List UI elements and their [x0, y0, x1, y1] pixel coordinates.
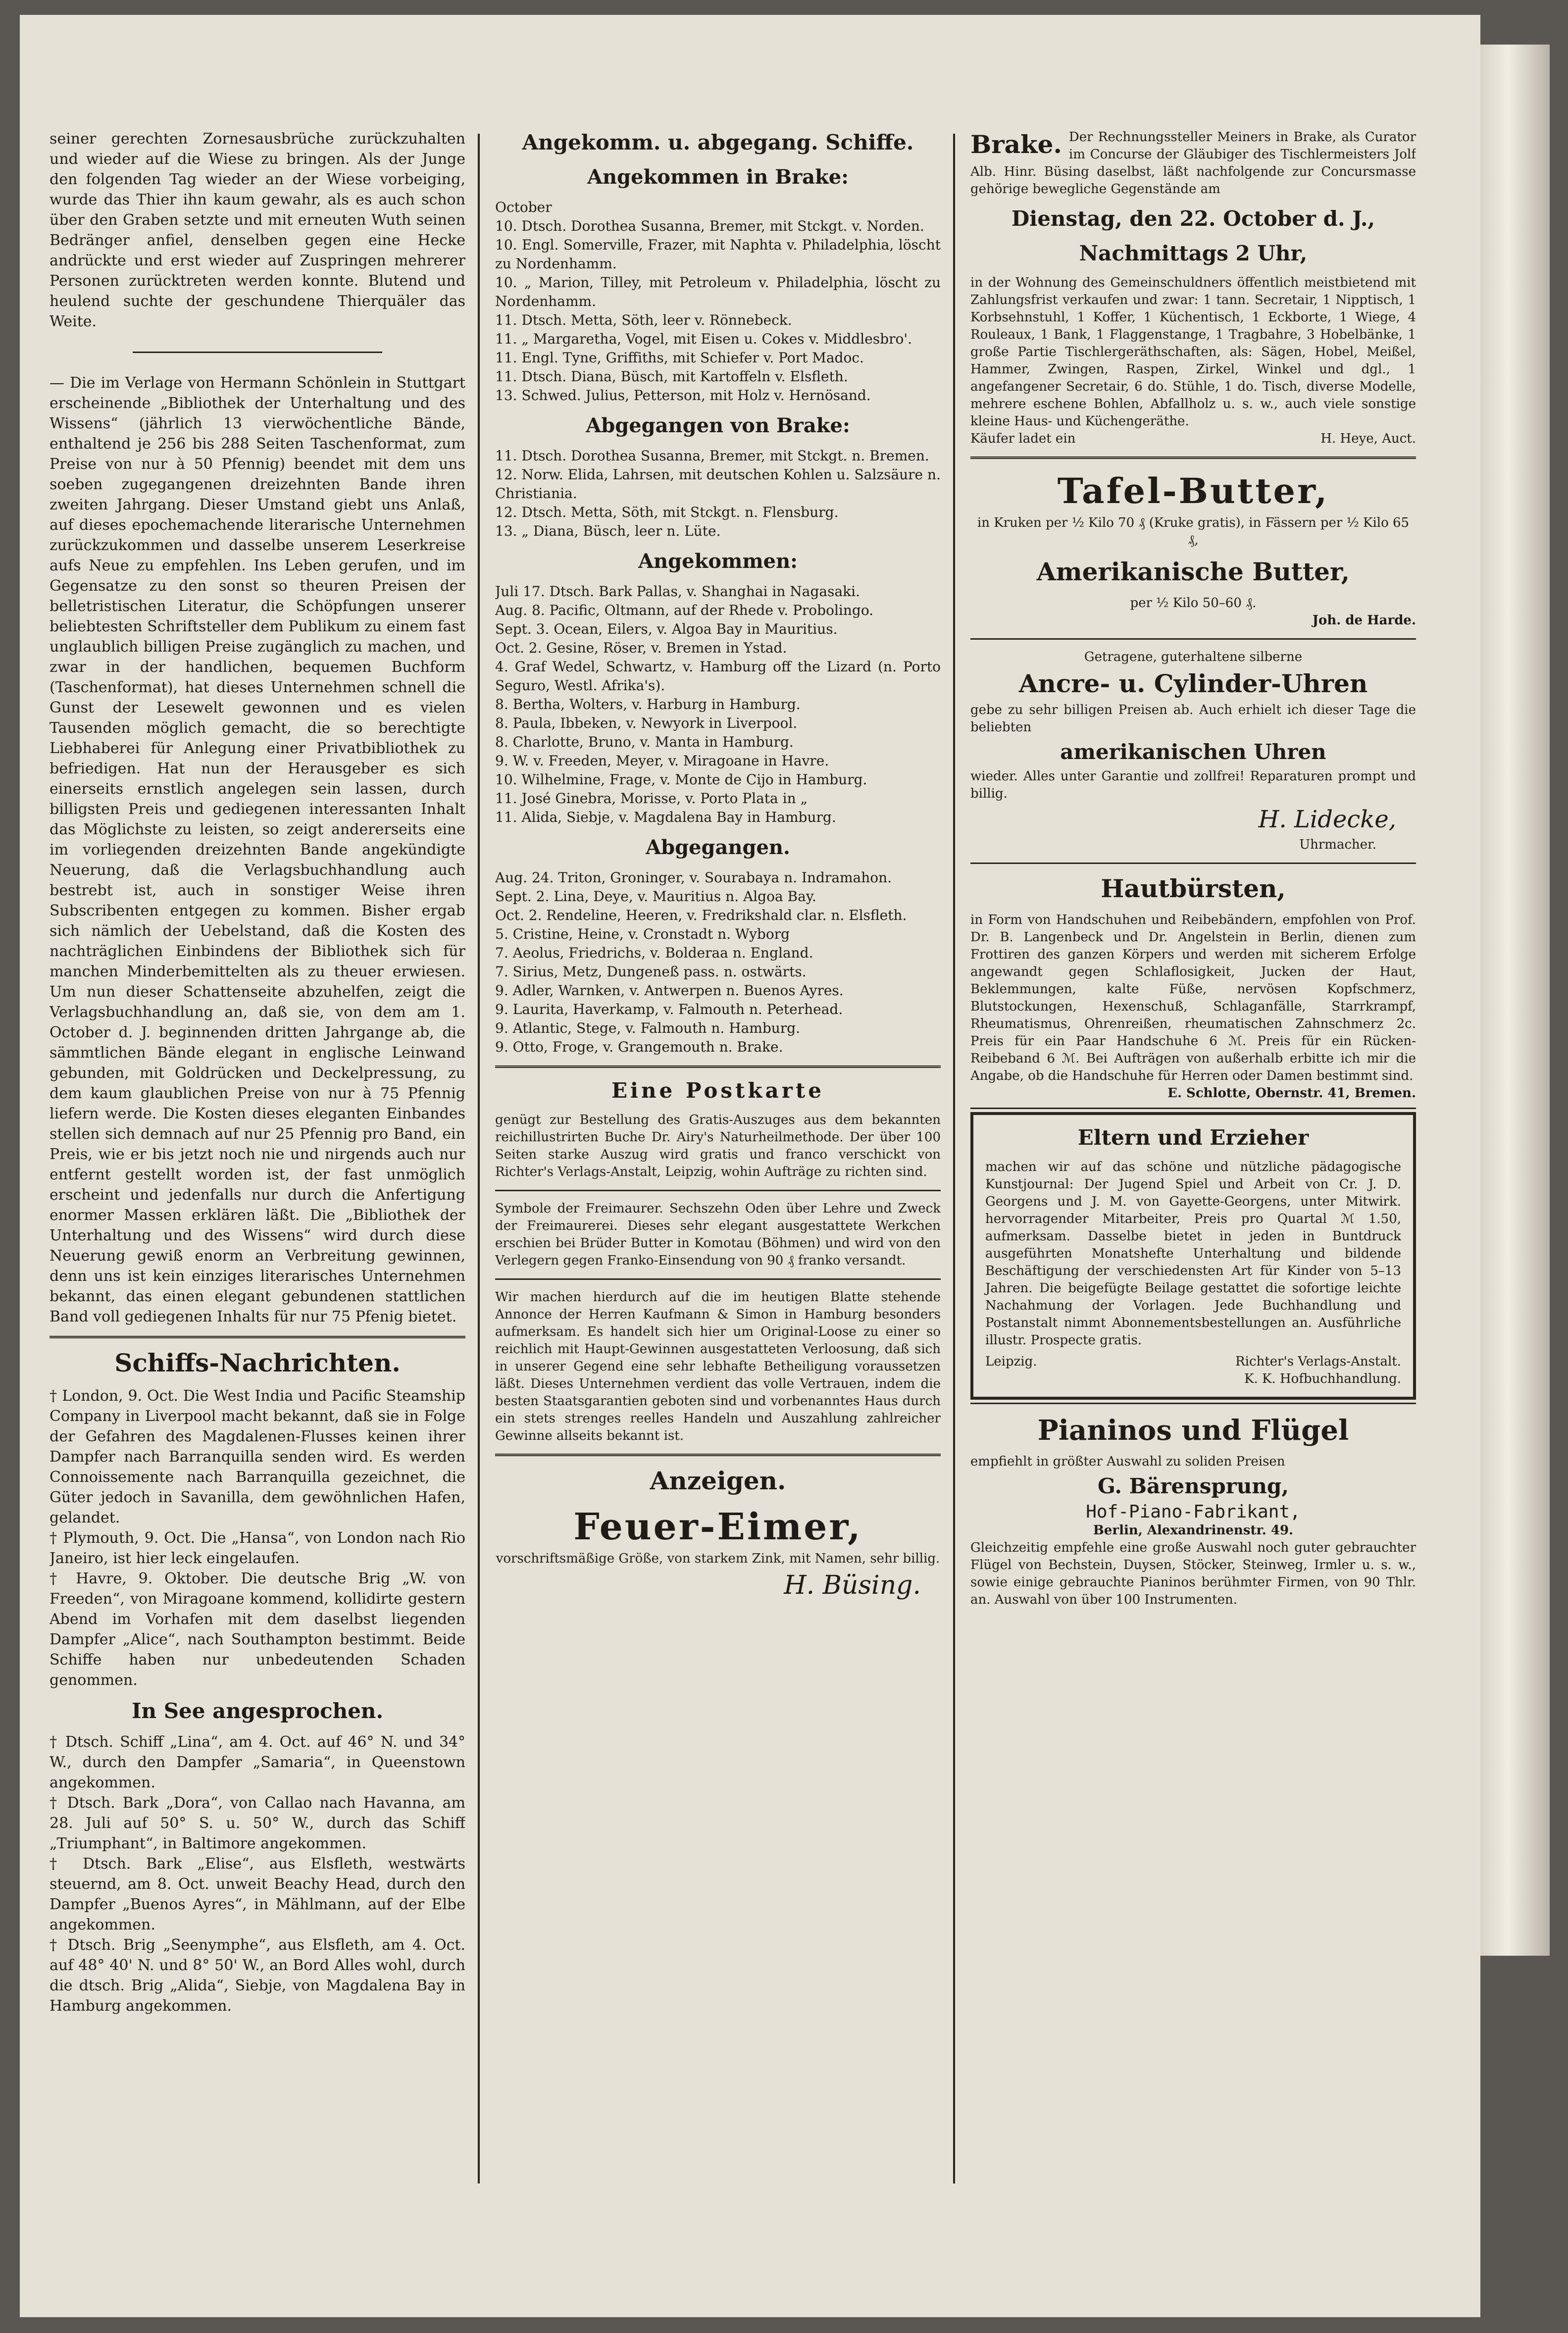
- ad-tafel-butter-text: in Kruken per ½ Kilo 70 ₰ (Kruke gratis), in Fässern per ½ Kilo 65 ₰,: [977, 515, 1410, 548]
- divider: [133, 352, 382, 353]
- ship-entry: Juli 17. Dtsch. Bark Pallas, v. Shanghai in Nagasaki.: [495, 583, 860, 600]
- column-rule: [478, 134, 480, 2183]
- news-plymouth: † Plymouth, 9. Oct. Die „Hansa“, von London nach Rio Janeiro, ist hier leck eingelaufen.: [50, 1529, 465, 1567]
- ad-uhren-text1: gebe zu sehr billigen Preisen ab. Auch erhielt ich dieser Tage die beliebten: [970, 703, 1416, 735]
- ship-entry: Oct. 2. Gesine, Röser, v. Bremen in Ystad.: [495, 640, 787, 656]
- ships-arrived-brake-heading: Angekommen in Brake:: [587, 165, 849, 189]
- divider: [970, 862, 1416, 864]
- ship-entry: 11. Dtsch. Metta, Söth, leer v. Rönnebeck.: [495, 312, 792, 328]
- divider: [50, 1336, 465, 1338]
- ship-list-arrived-brake: [495, 217, 941, 405]
- ad-pianinos-address: Berlin, Alexandrinenstr. 49.: [1093, 1523, 1294, 1538]
- ship-entry: Oct. 2. Rendeline, Heeren, v. Fredrikshald clar. n. Elsfleth.: [495, 907, 907, 923]
- ad-amerikanische-butter-title: Amerikanische Butter,: [1036, 557, 1350, 586]
- ad-brake-items: in der Wohnung des Gemeinschuldners öffentlich meistbietend mit Zahlungsfrist verkaufen und zwar: 1 tann. Secretair, 1 Nipptisch, 1 Korbsehnstuhl, 1 Koffer, 1 Küchentisch, 1 Eckborte, 1 Wiege, 4 Rouleaux, 1 Bank, 1 Flaggenstange, 1 Tragbahre, 3 Hobelbänke, 1 große Partie Tischlergeräthschaften, als: Sägen, Hobel, Meißel, Hammer, Zwingen, Raspen, Zirkel, Winkel und dgl., 1 angefangener Secretair, 6 do. Stühle, 1 do. Tisch, diverse Modelle, mehrere eschene Bohlen, Abfallholz u. s. w., auch viele sonstige kleine Haus- und Küchengeräthe.: [970, 275, 1416, 429]
- ad-feuer-eimer-text: vorschriftsmäßige Größe, von starkem Zink, mit Namen, sehr billig.: [496, 1551, 940, 1566]
- news-elise: † Dtsch. Bark „Elise“, aus Elsfleth, westwärts steuernd, am 8. Oct. unweit Beachy Head, durch den Dampfer „Buenos Ayres“, in Mählmann, auf der Elbe angekommen.: [50, 1855, 465, 1933]
- ship-entry: 13. „ Diana, Büsch, leer n. Lüte.: [495, 523, 721, 539]
- ship-entry: 10. Wilhelmine, Frage, v. Monte de Cijo in Hamburg.: [495, 771, 867, 788]
- ad-pianinos-name: G. Bärensprung,: [1098, 1474, 1289, 1498]
- book-edge: [1480, 45, 1550, 1956]
- ad-symbole-freimaurer: Symbole der Freimaurer. Sechszehn Oden über Lehre und Zweck der Freimaurerei. Dieses sehr elegant ausgestattete Werkchen erschien bei Brüder Butter in Komotau (Böhmen) und wird von den Verlegern gegen Franko-Einsendung von 90 ₰ franko versandt.: [495, 1201, 941, 1268]
- ad-brake-heading: Brake.: [970, 130, 1062, 159]
- ad-hautbuersten-title: Hautbürsten,: [1101, 874, 1286, 903]
- ship-entry: 9. Adler, Warnken, v. Antwerpen n. Buenos Ayres.: [495, 982, 844, 999]
- ships-title: Angekomm. u. abgegang. Schiffe.: [522, 130, 914, 154]
- divider: [495, 1454, 941, 1456]
- ships-departed-brake-heading: Abgegangen von Brake:: [586, 414, 850, 437]
- divider: [495, 1190, 941, 1191]
- ad-eltern-text: machen wir auf das schöne und nützliche pädagogische Kunstjournal: Der Jugend Spiel und Arbeit von Cr. J. D. Georgens und J. M. von Gayette-Georgens, unter Mitwirk. hervorragender Mitarbeiter, Preis pro Quartal ℳ 1.50, aufmerksam. Dasselbe bietet in jeden in Buntdruck ausgeführten Monatshefte Unterhaltung und bildende Beschäftigung der verschiedensten Art für Kinder von 5–13 Jahren. Die beigefügte Beilage gestattet die sofortige leichte Nachahmung der Vorlagen. Jede Buchhandlung und Postanstalt nimmt Abonnementsbestellungen an. Ausführliche illustr. Prospecte gratis.: [985, 1160, 1401, 1348]
- ship-entry: 10. Dtsch. Dorothea Susanna, Bremer, mit Stckgt. v. Norden.: [495, 218, 924, 234]
- ad-uhren-signature: H. Lidecke,: [1258, 806, 1396, 833]
- ad-pianinos-title: Pianinos und Flügel: [1037, 1414, 1349, 1447]
- ad-uhren-text2: wieder. Alles unter Garantie und zollfrei! Reparaturen prompt und billig.: [970, 769, 1416, 801]
- ship-entry: 12. Norw. Elida, Lahrsen, mit deutschen Kohlen u. Salzsäure n. Christiania.: [495, 466, 941, 502]
- ad-eltern-footer: [985, 1353, 1401, 1388]
- ship-entry: 8. Bertha, Wolters, v. Harburg in Hamburg.: [495, 696, 801, 712]
- ship-entry: 11. Dtsch. Diana, Büsch, mit Kartoffeln v. Elsfleth.: [495, 368, 848, 385]
- ship-entry: 4. Graf Wedel, Schwartz, v. Hamburg off the Lizard (n. Porto Seguro, Westl. Afrika's).: [495, 659, 941, 694]
- ship-entry: 9. W. v. Freeden, Meyer, v. Miragoane in Havre.: [495, 753, 829, 769]
- column-right: [970, 129, 1416, 1609]
- ad-eltern-box: [970, 1112, 1416, 1400]
- divider: [495, 1278, 941, 1280]
- newspaper-page: [20, 15, 1480, 2317]
- ship-entry: Aug. 24. Triton, Groninger, v. Sourabaya n. Indramahon.: [495, 869, 892, 886]
- news-london: † London, 9. Oct. Die West India und Pacific Steamship Company in Liverpool macht bekannt, daß sie in Folge der Gefahren des Magdalenen-Flusses keinen ihrer Dampfer nach Barranquilla senden wird. Es werden Connoissemente nach Barranquilla gezeichnet, die Güter jedoch in Savanilla, dem gewöhnlichen Hafen, gelandet.: [50, 1387, 465, 1526]
- story-ending: seiner gerechten Zornesausbrüche zurückzuhalten und wieder auf die Wiese zu bringen. Als der Junge den folgenden Tag wieder an der Wiese vorbeiging, wurde das Thier ihn kaum gewahr, als es auch schon über den Graben setzte und mit erneuten Wuth seinen Bedränger anfiel, denselben gegen eine Hecke andrückte und erst wieder auf Zuspringen mehrerer Personen zurücktreten werden konnte. Blutend und heulend suchte der geschundene Thierquäler das Weite.: [50, 130, 465, 330]
- ship-entry: 13. Schwed. Julius, Petterson, mit Holz v. Hernösand.: [495, 387, 871, 404]
- ad-uhren-pre: Getragene, guterhaltene silberne: [1084, 650, 1303, 664]
- ad-feuer-eimer-title: Feuer-Eimer,: [573, 1506, 862, 1548]
- ad-eltern-title: Eltern und Erzieher: [1077, 1125, 1309, 1150]
- ship-entry: 11. Alida, Siebje, v. Magdalena Bay in Hamburg.: [495, 809, 836, 825]
- ad-brake-footer-left: Käufer ladet ein: [970, 431, 1076, 446]
- ship-entry: 9. Otto, Froge, v. Grangemouth n. Brake.: [495, 1039, 783, 1055]
- ad-brake-intro-text: Der Rechnungssteller Meiners in Brake, als Curator im Concurse der Gläubiger des Tischlermeisters Jolf Alb. Hinr. Büsing daselbst, läßt nachfolgende zur Concursmasse gehörige bewegliche Gegenstände am: [970, 130, 1416, 197]
- ad-eltern-publisher: [1235, 1353, 1401, 1388]
- ship-entry: 8. Charlotte, Bruno, v. Manta in Hamburg.: [495, 734, 794, 750]
- ship-entry: 10. „ Marion, Tilley, mit Petroleum v. Philadelphia, löscht zu Nordenhamm.: [495, 274, 941, 309]
- ad-eltern-publisher-name: Richter's Verlags-Anstalt.: [1235, 1354, 1401, 1369]
- ad-postkarte-text: genügt zur Bestellung des Gratis-Auszuges aus dem bekannten reichillustrirten Buche Dr. Airy's Naturheilmethode. Der über 100 Seiten starke Auszug wird gratis und franco verschickt von Richter's Verlags-Anstalt, Leipzig, wohin Aufträge zu richten sind.: [495, 1113, 941, 1179]
- ship-entry: 12. Dtsch. Metta, Söth, mit Stckgt. n. Flensburg.: [495, 504, 839, 520]
- news-dora: † Dtsch. Bark „Dora“, von Callao nach Havanna, am 28. Juli auf 50° S. u. 50° W., durch das Schiff „Triumphant“, in Baltimore angekommen.: [50, 1794, 465, 1852]
- section-title-in-see: In See angesprochen.: [131, 1699, 384, 1723]
- ships-arrived-heading: Angekommen:: [638, 550, 798, 573]
- ad-brake-intro: [970, 129, 1416, 198]
- column-middle: [495, 129, 941, 1603]
- ship-entry: 5. Cristine, Heine, v. Cronstadt n. Wyborg: [495, 926, 790, 942]
- ship-entry: 11. Dtsch. Dorothea Susanna, Bremer, mit Stckgt. n. Bremen.: [495, 448, 929, 464]
- ad-postkarte-title: Eine Postkarte: [611, 1078, 824, 1103]
- ad-feuer-eimer-signature: H. Büsing.: [784, 1571, 921, 1600]
- ship-entry: Aug. 8. Pacific, Oltmann, auf der Rhede v. Probolingo.: [495, 602, 874, 618]
- ad-hautbuersten-signature: E. Schlotte, Obernstr. 41, Bremen.: [1167, 1086, 1416, 1101]
- ad-butter-signature: Joh. de Harde.: [1312, 613, 1416, 628]
- ship-entry: 8. Paula, Ibbeken, v. Newyork in Liverpool.: [495, 715, 798, 731]
- ad-brake-date: Dienstag, den 22. October d. J.,: [1011, 206, 1375, 231]
- article-bibliothek: — Die im Verlage von Hermann Schönlein in Stuttgart erscheinende „Bibliothek der Unterhaltung und des Wissens“ (jährlich 13 vierwöchentliche Bände, enthaltend je 256 bis 288 Seiten Taschenformat, zum Preise von nur à 50 Pfennig) beendet mit dem uns soeben zugegangenen dreizehnten Bande ihren zweiten Jahrgang. Dieser Umstand giebt uns Anlaß, auf dieses epochemachende literarische Unternehmen zurückzukommen und dasselbe unserem Leserkreise aufs Neue zu empfehlen. Ins Leben gerufen, und im Gegensatze zu den sonst so theuren Preisen der belletristischen Literatur, die Schöpfungen unserer beliebtesten Schriftsteller dem Publikum zu einem fast unglaublich billigen Preise zugänglich zu machen, und zwar in der handlichen, bequemen Buchform (Taschenformat), hat dieses Unternehmen schnell die Gunst der Lesewelt gewonnen und es vielen Tausenden möglich gemacht, die so berechtigte Liebhaberei für Anlegung einer Privatbibliothek zu befriedigen. Hat nun der Herausgeber es sich einerseits ernstlich angelegen sein lassen, durch billigsten Preis und gediegenen interessanten Inhalt das Möglichste zu leisten, so zeigt andererseits eine im vorliegenden dreizehnten Bande angekündigte Neuerung, daß die Verlagsbuchhandlung auch bestrebt ist, auch in sonstiger Weise ihren Subscribenten entgegen zu kommen. Bisher ergab sich nämlich der Uebelstand, daß die Kosten des nachträglichen Einbindens der Bibliothek sich für manchen Minderbemittelten als zu theuer erwiesen. Um nun dieser Schattenseite abzuhelfen, zeigt die Verlagsbuchhandlung an, daß sie, von dem am 1. October d. J. beginnenden dritten Jahrgange ab, die sämmtlichen Bände elegant in englische Leinwand gebunden, mit Goldrücken und Deckelpressung, zu dem kaum glaublichen Preise von nur à 75 Pfennig liefern werde. Die Kosten dieses eleganten Einbandes stellen sich demnach auf nur 25 Pfennig pro Band, ein Preis, wie er bis jetzt noch nie und nirgends auch nur entfernt gestellt worden ist, der fast unmöglich erscheint und jedenfalls nur durch die Anfertigung enormer Massen erklären läßt. Die „Bibliothek der Unterhaltung und des Wissens“ wird durch diese Neuerung gewiß enorm an Verbreitung gewinnen, denn uns ist kein einziges literarisches Unternehmen bekannt, das einen elegant gebundenen stattlichen Band voll gediegenen Inhalts für nur 75 Pfenig bietet.: [50, 374, 465, 1325]
- divider: [495, 1065, 941, 1068]
- column-rule: [953, 134, 955, 2183]
- ad-eltern-city: Leipzig.: [985, 1354, 1037, 1369]
- ad-uhren-title: Ancre- u. Cylinder-Uhren: [1018, 669, 1368, 698]
- ship-entry: 7. Aeolus, Friedrichs, v. Bolderaa n. England.: [495, 945, 813, 961]
- ship-entry: 7. Sirius, Metz, Dungeneß pass. n. ostwärts.: [495, 964, 807, 980]
- ship-entry: Sept. 2. Lina, Deye, v. Mauritius n. Algoa Bay.: [495, 888, 816, 905]
- ad-pianinos-text2: Gleichzeitig empfehle eine große Auswahl noch guter gebrauchter Flügel von Bechstein, Duysen, Stöcker, Steinweg, Irmler u. s. w., sowie einige gebrauchte Pianinos berühmter Firmen, von 90 Thlr. an. Auswahl von über 100 Instrumenten.: [970, 1540, 1416, 1607]
- ship-entry: 11. „ Margaretha, Vogel, mit Eisen u. Cokes v. Middlesbro'.: [495, 331, 912, 347]
- ad-brake-time: Nachmittags 2 Uhr,: [1079, 241, 1308, 265]
- ad-amerikanische-butter-text: per ½ Kilo 50–60 ₰.: [1130, 596, 1257, 610]
- ad-uhren-role: Uhrmacher.: [1299, 837, 1376, 852]
- divider: [970, 456, 1416, 459]
- ship-entry: 9. Atlantic, Stege, v. Falmouth n. Hamburg.: [495, 1020, 801, 1036]
- notice-kaufmann-simon: Wir machen hierdurch auf die im heutigen Blatte stehende Annonce der Herren Kaufmann & Simon in Hamburg besonders aufmerksam. Es handelt sich hier um Original-Loose zu einer so reichlich mit Haupt-Gewinnen ausgestatteten Verloosung, daß sich in unserer Gegend eine sehr lebhafte Betheiligung voraussetzen läßt. Dieses Unternehmen verdient das volle Vertrauen, indem die besten Staatsgarantien geboten sind und vorbenanntes Haus durch ein stets strenges reelles Handeln und Auszahlung zahlreicher Gewinne allseits bekannt ist.: [495, 1290, 941, 1443]
- month-label: October: [495, 199, 552, 215]
- ad-brake-footer: [970, 430, 1416, 448]
- ad-tafel-butter-title: Tafel-Butter,: [1057, 470, 1329, 511]
- ad-pianinos-role: Hof-Piano-Fabrikant,: [1086, 1502, 1301, 1522]
- ad-hautbuersten-text: in Form von Handschuhen und Reibebändern, empfohlen von Prof. Dr. B. Langenbeck und Dr. Angelstein in Berlin, dienen zum Frottiren des ganzen Körpers und werden mit sicherem Erfolge angewandt gegen Schlaflosigkeit, Jucken der Haut, Beklemmungen, kalte Füße, nervösen Kopfschmerz, Blutstockungen, Hexenschuß, Schlaganfälle, Starrkrampf, Rheumatismus, Ohrenreißen, rheumatischen Zahnschmerz 2c. Preis für ein Paar Handschuhe 6 ℳ. Preis für ein Rücken-Reibeband 6 ℳ. Bei Aufträgen von außerhalb erbitte ich mir die Angabe, ob die Handschuhe für Herren oder Damen bestimmt sind.: [970, 913, 1416, 1083]
- ship-entry: 11. Engl. Tyne, Griffiths, mit Schiefer v. Port Madoc.: [495, 350, 864, 366]
- ships-departed-heading: Abgegangen.: [646, 836, 790, 859]
- ad-pianinos-text1: empfiehlt in größter Auswahl zu soliden Preisen: [970, 1454, 1285, 1469]
- news-havre: † Havre, 9. Oktober. Die deutsche Brig „W. von Freeden“, von Miragoane kommend, kollidirte gestern Abend im Vorhafen mit dem daselbst liegenden Dampfer „Alice“, nach Southampton bestimmt. Beide Schiffe haben nur unbedeutenden Schaden genommen.: [50, 1570, 465, 1689]
- ad-eltern-publisher-role: K. K. Hofbuchhandlung.: [1244, 1371, 1401, 1386]
- ship-entry: 9. Laurita, Haverkamp, v. Falmouth n. Peterhead.: [495, 1001, 843, 1017]
- section-title-anzeigen: Anzeigen.: [650, 1466, 786, 1495]
- ad-amerikanische-uhren: amerikanischen Uhren: [1060, 740, 1326, 764]
- news-seenymphe: † Dtsch. Brig „Seenymphe“, aus Elsfleth, am 4. Oct. auf 48° 40' N. und 8° 50' W., an Bord Alles wohl, durch die dtsch. Brig „Alida“, Siebje, von Magdalena Bay in Hamburg angekommen.: [50, 1936, 465, 2015]
- ship-entry: 10. Engl. Somerville, Frazer, mit Naphta v. Philadelphia, löscht zu Nordenhamm.: [495, 237, 941, 272]
- section-title-schiffs-nachrichten: Schiffs-Nachrichten.: [114, 1348, 401, 1377]
- news-lina: † Dtsch. Schiff „Lina“, am 4. Oct. auf 46° N. und 34° W., durch den Dampfer „Samaria“, in Queenstown angekommen.: [50, 1733, 465, 1791]
- ad-brake-auctioneer: H. Heye, Auct.: [1320, 431, 1416, 446]
- divider: [970, 638, 1416, 640]
- ship-entry: 11. José Ginebra, Morisse, v. Porto Plata in „: [495, 790, 808, 807]
- ship-entry: Sept. 3. Ocean, Eilers, v. Algoa Bay in Mauritius.: [495, 621, 838, 637]
- column-left: [50, 129, 465, 2016]
